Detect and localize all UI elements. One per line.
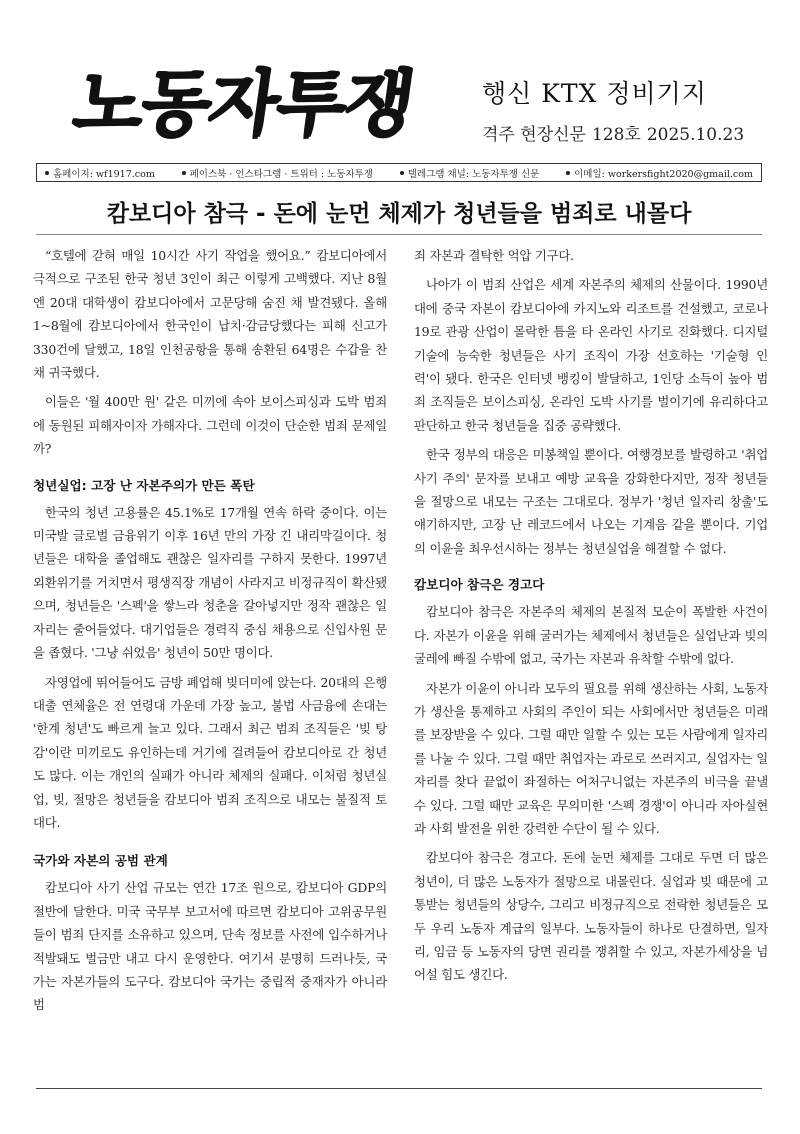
contact-telegram-text: 텔레그램 채널: 노동자투쟁 신문 [407,168,540,180]
bullet-icon [400,171,404,175]
bullet-icon [566,171,570,175]
contact-bar [36,163,762,182]
issue-line [482,120,782,145]
bottom-rule [36,1088,762,1089]
section-heading: 캄보디아 참극은 경고다 [414,577,545,593]
paragraph: 캄보디아 사기 산업 규모는 연간 17조 원으로, 캄보디아 GDP의 절반에 달한다. 미국 국무부 보고서에 따르면 캄보디아 고위공무원들이 범죄 단지를 소유하고 있으며, 단속 정보를 사전에 입수하거나 적발돼도 벌금만 내고 다시 운영한다. 여기서 분명히 드러나듯, 국가는 자본가들의 도구다. 캄보디아 국가는 중립적 중재자가 아니라 범 [33,880,387,1013]
paragraph: 이들은 '월 400만 원' 같은 미끼에 속아 보이스피싱과 도박 범죄에 동원된 피해자이자 가해자다. 그런데 이것이 단순한 범죄 문제일까? [33,394,387,457]
paragraph: 한국의 청년 고용률은 45.1%로 17개월 연속 하락 중이다. 이는 미국발 글로벌 금융위기 이후 16년 만의 가장 긴 내리막길이다. 청년들은 대학을 졸업해도 괜찮은 일자리를 구하지 못한다. 1997년 외환위기를 거치면서 평생직장 개념이 사라지고 비정규직이 확산됐으며, 청년들은 '스펙'을 쌓느라 청춘을 갈아넣지만 정작 괜찮은 일자리는 줄어들었다. 대기업들은 경력직 중심 채용으로 신입사원 문을 좁혔다. '그냥 쉬었음' 청년이 50만 명이다. [33,504,387,661]
paragraph: 한국 정부의 대응은 미봉책일 뿐이다. 여행경보를 발령하고 '취업사기 주의' 문자를 보내고 예방 교육을 강화한다지만, 정작 청년들을 절망으로 내모는 구조는 그대로다. 정부가 '청년 일자리 창출'도 얘기하지만, 고장 난 레코드에서 나오는 기계음 같을 뿐이다. 기업의 이윤을 최우선시하는 정부는 청년실업을 해결할 수 없다. [414,447,768,556]
paragraph: 자본가 이윤이 아니라 모두의 필요를 위해 생산하는 사회, 노동자가 생산을 통제하고 사회의 주인이 되는 사회에서만 청년들은 미래를 보장받을 수 있다. 그럴 때만 일할 수 있는 모든 사람에게 일자리를 나눌 수 있다. 그럴 때만 취업자는 과로로 쓰러지고, 실업자는 일자리를 찾다 끝없이 좌절하는 어처구니없는 자본주의 비극을 끝낼 수 있다. 그럴 때만 교육은 무의미한 '스펙 경쟁'이 아니라 자아실현과 사회 발전을 위한 강력한 수단이 될 수 있다. [414,680,768,836]
contact-item-social[interactable] [182,166,373,180]
paragraph: 캄보디아 참극은 자본주의 체제의 본질적 모순이 폭발한 사건이다. 자본가 이윤을 위해 굴러가는 체제에서 청년들은 실업난과 빚의 굴레에 빠질 수밖에 없고, 국가는 자본과 유착할 수밖에 없다. [414,604,768,667]
article-headline: 캄보디아 참극 - 돈에 눈먼 체제가 청년들을 범죄로 내몰다 [36,194,762,235]
contact-email-text: 이메일: workersfight2020@gmail.com [574,168,753,180]
paragraph-continued: 죄 자본과 결탁한 억압 기구다. [414,248,574,263]
bullet-icon [45,171,49,175]
paragraph: 캄보디아 참극은 경고다. 돈에 눈먼 체제를 그대로 두면 더 많은 청년이, 더 많은 노동자가 절망으로 내몰린다. 실업과 빚 때문에 고통받는 청년들의 상당수, 그리고 비정규직으로 전락한 청년들은 모두 우리 노동자 계급의 일부다. 노동자들이 하나로 단결하면, 일자리, 임금 등 노동자의 당면 권리를 쟁취할 수 있고, 자본가세상을 넘어설 힘도 생긴다. [414,850,768,983]
newspaper-logo: 노동자투쟁 [67,61,418,145]
contact-social-text: 페이스북 · 인스타그램 · 트위터 : 노동자투쟁 [189,168,373,180]
issue-date: 2025.10.23 [646,125,745,145]
right-column [414,244,768,993]
edition-title: 행신 KTX 정비기지 [482,79,707,108]
paragraph: “호텔에 갇혀 매일 10시간 사기 작업을 했어요.” 캄보디아에서 극적으로 구조된 한국 청년 3인이 최근 이렇게 고백했다. 지난 8월엔 20대 대학생이 캄보디아에서 고문당해 숨진 채 발견됐다. 올해 1~8월에 캄보디아에서 한국인이 납치·감금당했다는 피해 신고가 330건에 달했고, 18일 인천공항을 통해 송환된 64명은 수갑을 찬 채 귀국했다. [33,248,387,381]
bullet-icon [182,171,186,175]
contact-item-homepage[interactable] [45,166,155,180]
issue-number: 128호 [591,125,641,145]
contact-item-email[interactable] [566,166,753,180]
section-heading: 청년실업: 고장 난 자본주의가 만든 폭탄 [33,477,255,493]
paragraph: 자영업에 뛰어들어도 금방 폐업해 빚더미에 앉는다. 20대의 은행 대출 연체율은 전 연령대 가운데 가장 높고, 불법 사금융에 손대는 '한계 청년'도 빠르게 늘고 있다. 그래서 최근 범죄 조직들은 '빚 탕감'이란 미끼로도 유인하는데 거기에 걸려들어 캄보디아로 간 청년도 많다. 이는 개인의 실패가 아니라 체제의 실패다. 이처럼 청년실업, 빚, 절망은 청년들을 캄보디아 범죄 조직으로 내모는 불질적 토대다. [33,674,387,830]
contact-homepage-text: 홈페이지: wf1917.com [53,168,155,180]
left-column [33,244,387,1023]
contact-item-telegram[interactable] [400,166,540,180]
issue-label: 격주 현장신문 [482,125,586,145]
masthead [0,0,800,160]
section-heading: 국가와 자본의 공범 관계 [33,853,168,869]
paragraph: 나아가 이 범죄 산업은 세계 자본주의 체제의 산물이다. 1990년대에 중국 자본이 캄보디아에 카지노와 리조트를 건설했고, 코로나19로 관광 산업이 몰락한 틈을 타 온라인 사기로 진화했다. 디지털 기술에 능숙한 청년들은 사기 조직이 가장 선호하는 '기술형 인력'이 됐다. 한국은 인터넷 뱅킹이 발달하고, 1인당 소득이 높아 범죄 조직들은 보이스피싱, 온라인 도박 사기를 벌이기에 유리하다고 판단하고 한국 청년들을 집중 공략했다. [414,277,768,433]
